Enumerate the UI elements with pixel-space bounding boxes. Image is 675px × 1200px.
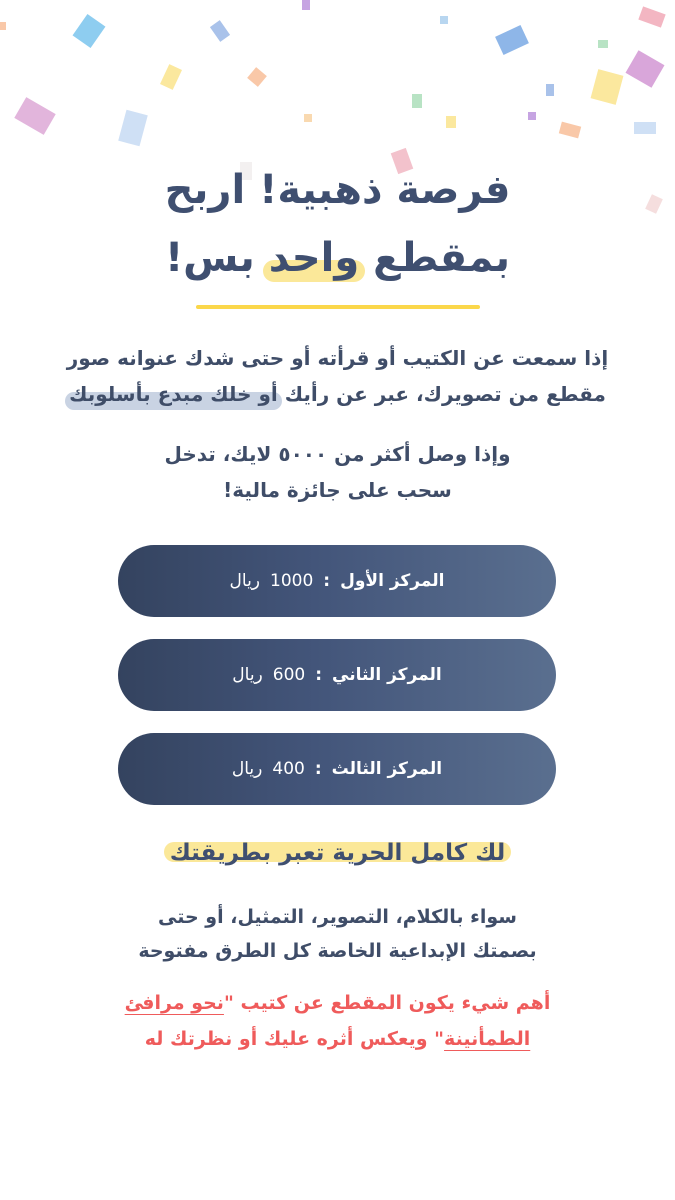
prize-amount: 1000 [270, 571, 314, 591]
booklet-note-start: أهم شيء يكون المقطع عن كتيب " [223, 992, 551, 1014]
confetti-piece [440, 16, 448, 24]
headline-word-end: بس! [164, 235, 255, 281]
confetti-piece [210, 20, 230, 42]
freedom-text [40, 900, 635, 968]
confetti-piece [591, 69, 624, 105]
headline-line-2 [0, 224, 675, 292]
confetti-piece [118, 110, 148, 147]
confetti-piece [73, 14, 106, 48]
freedom-heading [0, 840, 675, 866]
confetti-piece [559, 122, 581, 139]
booklet-note-line-1 [40, 985, 635, 1021]
confetti-piece [626, 50, 665, 88]
prize-separator: : [314, 759, 322, 779]
booklet-note-line-2 [40, 1021, 635, 1057]
freedom-title: لك كامل الحرية تعبر بطريقتك [169, 840, 506, 866]
confetti-piece [304, 114, 312, 122]
draw-text [40, 436, 635, 508]
booklet-name-part-2: الطمأنينة [444, 1028, 531, 1050]
draw-line-1: وإذا وصل أكثر من ٥٠٠٠ لايك، تدخل [164, 442, 511, 466]
prize-place: المركز الثالث [331, 759, 443, 779]
intro-highlight: أو خلك مبدع بأسلوبك [69, 376, 278, 412]
confetti-piece [247, 67, 267, 87]
draw-line-2: سحب على جائزة مالية! [223, 478, 452, 502]
prize-separator: : [315, 665, 323, 685]
confetti-piece [546, 84, 554, 96]
prize-currency: ريال [229, 571, 261, 591]
prize-currency: ريال [231, 759, 263, 779]
prize-first [118, 545, 556, 617]
confetti-piece [634, 122, 656, 134]
confetti-piece [495, 25, 529, 55]
prize-third [118, 733, 556, 805]
confetti-piece [412, 94, 422, 108]
confetti-piece [528, 112, 536, 120]
prize-second [118, 639, 556, 711]
confetti-piece [638, 6, 665, 27]
freedom-line-1: سواء بالكلام، التصوير، التمثيل، أو حتى [158, 906, 517, 928]
confetti-piece [598, 40, 608, 48]
intro-line-1: إذا سمعت عن الكتيب أو قرأته أو حتى شدك عنوانه صور [66, 346, 609, 370]
intro-line-2-start: مقطع من تصويرك، عبر عن رأيك [284, 382, 606, 406]
intro-text [40, 340, 635, 412]
confetti-piece [14, 97, 55, 135]
booklet-name-part-1: نحو مرافئ [124, 992, 224, 1014]
booklet-note-end: " ويعكس أثره عليك أو نظرتك له [144, 1028, 445, 1050]
prize-list [118, 545, 556, 827]
prize-currency: ريال [232, 665, 263, 685]
prize-place: المركز الثاني [332, 665, 442, 685]
confetti-piece [0, 22, 6, 30]
confetti-piece [446, 116, 456, 128]
title-divider [196, 305, 480, 309]
freedom-line-2: بصمتك الإبداعية الخاصة كل الطرق مفتوحة [138, 940, 537, 962]
prize-amount: 600 [272, 665, 306, 685]
headline-word-start: بمقطع [373, 235, 511, 281]
intro-line-2 [40, 376, 635, 412]
headline-line-1: فرصة ذهبية! اربح [164, 167, 511, 213]
booklet-note [40, 985, 635, 1057]
headline-highlight: واحد [269, 224, 360, 292]
prize-separator: : [323, 571, 331, 591]
headline [0, 156, 675, 292]
confetti-piece [302, 0, 310, 10]
prize-amount: 400 [272, 759, 305, 779]
confetti-piece [160, 64, 182, 90]
prize-place: المركز الأول [340, 571, 445, 591]
